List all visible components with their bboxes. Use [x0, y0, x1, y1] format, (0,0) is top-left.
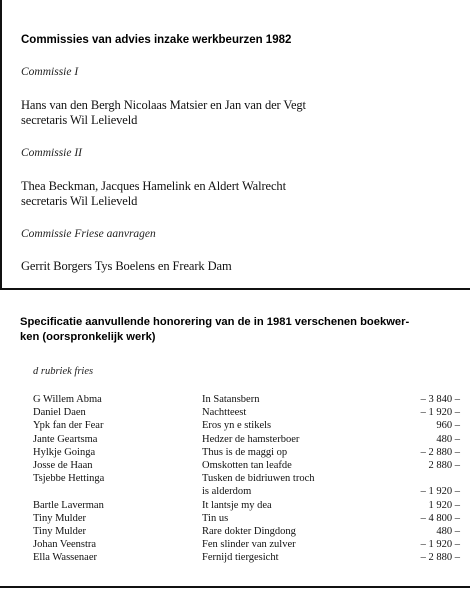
- table-row: [0, 407, 470, 420]
- table-row: [0, 473, 470, 486]
- author-name: Bartle Laverman: [33, 499, 104, 511]
- book-title: In Satansbern: [202, 394, 260, 405]
- section-divider: [0, 288, 470, 290]
- table-row: [0, 420, 470, 433]
- box-left-border: [0, 0, 2, 290]
- bottom-rule: [0, 586, 470, 588]
- author-name: Jante Geartsma: [33, 433, 98, 445]
- author-name: Tsjebbe Hettinga: [33, 473, 105, 485]
- book-title: Rare dokter Dingdong: [202, 526, 296, 537]
- book-title: Fen slinder van zulver: [202, 539, 296, 551]
- book-title: Hedzer de hamsterboer: [202, 433, 300, 445]
- book-title: Eros yn e stikels: [202, 420, 272, 432]
- table-row: [0, 526, 470, 539]
- commission-friese-label: Commissie Friese aanvragen: [21, 228, 156, 240]
- table-row: [0, 447, 470, 460]
- table-row: [0, 552, 470, 565]
- specification-subheading: d rubriek fries: [33, 366, 94, 377]
- table-row: [0, 513, 470, 526]
- commission-2-label: Commissie II: [21, 147, 83, 159]
- author-name: Tiny Mulder: [33, 512, 86, 524]
- table-row: [0, 394, 470, 407]
- honorarium-amount: 1 920 –: [428, 499, 460, 511]
- honorarium-amount: 480 –: [436, 433, 460, 445]
- author-name: Daniel Daen: [33, 407, 86, 419]
- commission-2-secretary: secretaris Wil Lelieveld: [21, 194, 138, 208]
- honorarium-amount: – 4 800 –: [420, 512, 460, 524]
- book-title: Thus is de maggi op: [202, 446, 288, 458]
- honorarium-amount: – 1 920 –: [420, 486, 460, 498]
- commission-friese-members: Gerrit Borgers Tys Boelens en Freark Dam: [21, 259, 232, 273]
- table-row: [0, 500, 470, 513]
- honorarium-amount: – 2 880 –: [420, 552, 460, 564]
- table-row: [0, 486, 470, 499]
- book-title: is alderdom: [202, 486, 252, 498]
- author-name: Hylkje Goinga: [33, 446, 96, 458]
- book-title: Fernijd tiergesicht: [202, 552, 279, 564]
- commission-1-members: Hans van den Bergh Nicolaas Matsier en Jan van der Vegt: [21, 98, 306, 112]
- author-name: Josse de Haan: [33, 460, 93, 471]
- table-row: [0, 460, 470, 473]
- honorarium-amount: 480 –: [436, 526, 460, 537]
- table-row: [0, 539, 470, 552]
- specification-heading-line2: ken (oorspronkelijk werk): [20, 331, 156, 343]
- commission-1-secretary: secretaris Wil Lelieveld: [21, 113, 138, 127]
- author-name: G Willem Abma: [33, 394, 102, 405]
- commission-2-members: Thea Beckman, Jacques Hamelink en Aldert Walrecht: [21, 179, 286, 193]
- author-name: Johan Veenstra: [33, 539, 97, 551]
- book-title: Omskotten tan leafde: [202, 460, 292, 471]
- honorarium-amount: – 1 920 –: [420, 539, 460, 551]
- author-name: Ypk fan der Fear: [33, 420, 104, 432]
- book-title: Nachtteest: [202, 407, 247, 419]
- commissions-heading: Commissies van advies inzake werkbeurzen 1982: [21, 34, 292, 46]
- commission-1-label: Commissie I: [21, 66, 79, 78]
- book-title: It lantsje my dea: [202, 499, 272, 511]
- author-name: Ella Wassenaer: [33, 552, 97, 564]
- book-title: Tusken de bidriuwen troch: [202, 473, 315, 485]
- honorarium-amount: – 2 880 –: [420, 446, 460, 458]
- book-title: Tin us: [202, 512, 229, 524]
- honorarium-amount: – 3 840 –: [420, 394, 460, 405]
- honorarium-amount: – 1 920 –: [420, 407, 460, 419]
- specification-heading-line1: Specificatie aanvullende honorering van de in 1981 verschenen boekwer-: [20, 316, 410, 328]
- table-row: [0, 434, 470, 447]
- honorarium-amount: 960 –: [436, 420, 460, 432]
- author-name: Tiny Mulder: [33, 526, 86, 537]
- honorarium-amount: 2 880 –: [428, 460, 460, 471]
